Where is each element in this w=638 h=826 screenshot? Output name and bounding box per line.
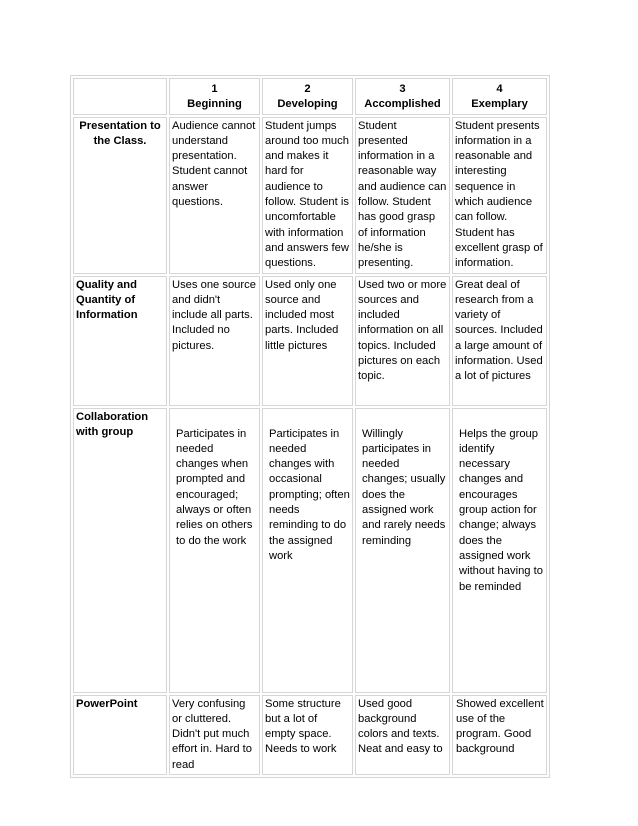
header-row [73,78,547,115]
criterion-label: PowerPoint [73,695,167,775]
rubric-row-presentation [73,117,547,274]
rubric-cell: Participates in needed changes when prompted and encouraged; always or often relies on others to do the work [169,408,260,693]
header-level-4 [452,78,547,115]
level-number: 3 [399,83,406,95]
rubric-cell: Student presented information in a reasonable way and audience can follow. Student has good grasp of information he/she is presenting. [355,117,450,274]
rubric-cell: Uses one source and didn't include all parts. Included no pictures. [169,276,260,406]
level-number: 2 [304,83,311,95]
rubric-row-powerpoint [73,695,547,775]
criterion-label: Collaboration with group [73,408,167,693]
rubric-cell: Helps the group identify necessary changes and encourages group action for change; always does the assigned work without having to be reminded [452,408,547,693]
criterion-label: Quality and Quantity of Information [73,276,167,406]
level-label: Accomplished [364,98,441,111]
rubric-table [70,75,550,778]
level-label: Beginning [187,98,242,111]
criterion-label: Presentation to the Class. [73,117,167,274]
level-number: 1 [211,83,218,95]
rubric-cell: Audience cannot understand presentation. Student cannot answer questions. [169,117,260,274]
rubric-cell: Used good background colors and texts. Neat and easy to [355,695,450,775]
rubric-cell: Used two or more sources and included information on all topics. Included pictures on each topic. [355,276,450,406]
rubric-cell: Willingly participates in needed changes; usually does the assigned work and rarely needs reminding [355,408,450,693]
rubric-cell: Some structure but a lot of empty space. Needs to work [262,695,353,775]
rubric-cell: Showed excellent use of the program. Good background [452,695,547,775]
level-label: Developing [277,98,338,111]
rubric-cell: Great deal of research from a variety of sources. Included a large amount of information. Used a lot of pictures [452,276,547,406]
rubric-cell: Student presents information in a reasonable and interesting sequence in which audience can follow. Student has excellent grasp of information. [452,117,547,274]
level-label: Exemplary [471,98,528,111]
rubric-cell: Student jumps around too much and makes it hard for audience to follow. Student is uncomfortable with information and answers few questions. [262,117,353,274]
header-blank-cell [73,78,167,115]
rubric-cell: Very confusing or cluttered. Didn't put much effort in. Hard to read [169,695,260,775]
header-level-3 [355,78,450,115]
rubric-cell: Used only one source and included most parts. Included little pictures [262,276,353,406]
rubric-cell: Participates in needed changes with occasional prompting; often needs reminding to do the assigned work [262,408,353,693]
level-number: 4 [496,83,503,95]
rubric-row-quality [73,276,547,406]
header-level-1 [169,78,260,115]
header-level-2 [262,78,353,115]
rubric-row-collaboration [73,408,547,693]
